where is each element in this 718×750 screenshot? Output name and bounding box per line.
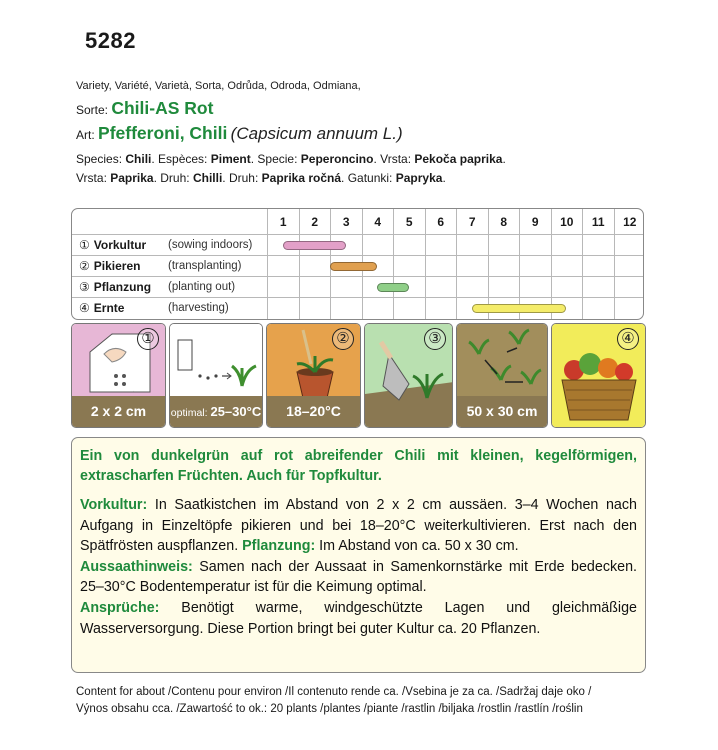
calendar-row-vorkultur xyxy=(72,235,644,256)
species-line-1 xyxy=(76,152,506,166)
row-number: ③ xyxy=(79,280,90,294)
species-label: . Druh: xyxy=(222,171,262,185)
calendar-cell xyxy=(582,256,614,277)
sorte-value: Chili-AS Rot xyxy=(111,98,214,118)
calendar-cell xyxy=(614,235,645,256)
step-panel-harvest xyxy=(551,323,646,428)
sorte-line xyxy=(76,98,213,119)
row-number: ② xyxy=(79,259,90,273)
row-title: Vorkultur xyxy=(93,238,147,252)
calendar-cell xyxy=(299,298,331,319)
calendar-cell xyxy=(425,235,457,256)
calendar-cell xyxy=(551,256,583,277)
calendar-row-label xyxy=(72,298,267,319)
month-header-3: 3 xyxy=(330,209,362,235)
step-number: ① xyxy=(137,328,159,350)
month-header-5: 5 xyxy=(393,209,425,235)
vorkultur-text: In Saatkistchen im Abstand von 2 x 2 cm aussäen. 3–4 Wochen nach Aufgang in Einzeltöpfe pikieren und bei 18–20°C weiterkultivieren. Erst nach den Spätfrösten auspflanzen. xyxy=(80,497,637,555)
species-label: . xyxy=(442,171,446,185)
period-bar-ernte xyxy=(472,304,567,313)
calendar-cell xyxy=(299,277,331,298)
row-hint: (transplanting) xyxy=(168,260,242,272)
calendar-row-ernte xyxy=(72,298,644,319)
period-bar-pikieren xyxy=(330,262,377,271)
month-header-6: 6 xyxy=(425,209,457,235)
calendar-cell xyxy=(614,298,645,319)
month-header-11: 11 xyxy=(582,209,614,235)
species-label: . Specie: xyxy=(250,152,301,166)
pflanzung-text: Im Abstand von ca. 50 x 30 cm. xyxy=(315,538,519,555)
calendar-cell xyxy=(488,256,520,277)
period-bar-vorkultur xyxy=(283,241,346,250)
species-value: Paprika ročná xyxy=(261,171,342,185)
calendar-cell xyxy=(456,256,488,277)
art-latin: (Capsicum annuum L.) xyxy=(230,124,403,143)
month-header-4: 4 xyxy=(362,209,394,235)
species-label: Species: xyxy=(76,152,126,166)
species-label: Vrsta: xyxy=(76,171,111,185)
seedling-icon xyxy=(170,324,263,398)
month-header-2: 2 xyxy=(299,209,331,235)
calendar-cell xyxy=(614,256,645,277)
step-caption-prefix: optimal: xyxy=(170,407,211,419)
calendar-cell xyxy=(519,235,551,256)
art-line xyxy=(76,123,403,144)
species-label: . Vrsta: xyxy=(373,152,415,166)
step-caption: 18–20°C xyxy=(267,396,360,427)
sowing-calendar xyxy=(71,208,644,320)
panel-illustration xyxy=(170,324,262,398)
art-label: Art: xyxy=(76,128,95,142)
aussaathinweis-text: Samen nach der Aussaat in Samenkornstärke mit Erde bedecken. 25–30°C Bodentemperatur ist für die Keimung optimal. xyxy=(80,558,637,596)
cultivation-description xyxy=(71,437,646,673)
calendar-cell xyxy=(299,256,331,277)
calendar-cell xyxy=(551,235,583,256)
calendar-cell xyxy=(267,277,299,298)
calendar-header-row xyxy=(72,209,644,235)
row-title: Ernte xyxy=(93,301,125,315)
step-caption-value: 25–30°C xyxy=(210,404,262,419)
calendar-cell xyxy=(267,298,299,319)
species-value: Piment xyxy=(210,152,251,166)
description-body xyxy=(80,495,637,639)
step-caption xyxy=(170,396,262,427)
calendar-cell xyxy=(393,256,425,277)
row-hint: (planting out) xyxy=(168,281,236,293)
month-header-12: 12 xyxy=(614,209,645,235)
calendar-cell xyxy=(425,298,457,319)
calendar-row-label xyxy=(72,277,267,298)
calendar-cell xyxy=(488,235,520,256)
row-title: Pikieren xyxy=(93,259,141,273)
calendar-cell xyxy=(456,235,488,256)
sorte-label: Sorte: xyxy=(76,103,109,117)
calendar-cell xyxy=(330,298,362,319)
content-amount-line-1: Content for about /Contenu pour environ /Il contenuto rende ca. /Vsebina je za ca. /Sadržaj daje oko / xyxy=(76,686,592,698)
row-number: ④ xyxy=(79,301,90,315)
calendar-cell xyxy=(425,277,457,298)
calendar-row-pflanzung xyxy=(72,277,644,298)
content-amount-line-2: Výnos obsahu cca. /Zawartość to ok.: 20 plants /plantes /piante /rastlin /biljaka /rostlin /rastlín /roślin xyxy=(76,703,583,715)
step-panel-planting xyxy=(364,323,453,428)
calendar-cell xyxy=(582,277,614,298)
calendar-row-label xyxy=(72,235,267,256)
step-panel-spacing xyxy=(456,323,548,428)
species-label: . Espèces: xyxy=(151,152,211,166)
variety-languages: Variety, Variété, Varietà, Sorta, Odrůda, Odroda, Odmiana, xyxy=(76,80,361,92)
calendar-cell xyxy=(330,277,362,298)
vorkultur-heading: Vorkultur: xyxy=(80,497,148,513)
article-number: 5282 xyxy=(85,28,136,53)
step-number: ② xyxy=(332,328,354,350)
art-value: Pfefferoni, Chili xyxy=(98,123,228,143)
period-bar-pflanzung xyxy=(377,283,409,292)
calendar-cell xyxy=(582,235,614,256)
species-line-2 xyxy=(76,171,446,185)
panel-illustration xyxy=(457,324,547,398)
description-intro: Ein von dunkelgrün auf rot abreifender Chili mit kleinen, kegelförmigen, extrascharfen Früchten. Auch für Topfkultur. xyxy=(80,448,637,484)
pflanzung-heading: Pflanzung: xyxy=(242,538,316,555)
row-title: Pflanzung xyxy=(93,280,152,294)
plant-spacing-icon xyxy=(457,324,548,398)
row-number: ① xyxy=(79,238,90,252)
step-caption: 2 x 2 cm xyxy=(72,396,165,427)
calendar-cell xyxy=(488,277,520,298)
month-header-8: 8 xyxy=(488,209,520,235)
month-header-1: 1 xyxy=(267,209,299,235)
ansprueche-heading: Ansprüche: xyxy=(80,599,160,616)
row-hint: (harvesting) xyxy=(168,302,229,314)
calendar-row-label xyxy=(72,256,267,277)
month-header-9: 9 xyxy=(519,209,551,235)
calendar-cell xyxy=(519,256,551,277)
calendar-cell xyxy=(393,298,425,319)
calendar-cell xyxy=(614,277,645,298)
calendar-cell xyxy=(362,298,394,319)
species-value: Papryka xyxy=(395,171,443,185)
calendar-cell xyxy=(425,256,457,277)
step-panel-sowing xyxy=(71,323,166,428)
species-value: Pekoča paprika xyxy=(414,152,503,166)
step-number: ④ xyxy=(617,328,639,350)
calendar-cell xyxy=(267,256,299,277)
species-value: Paprika xyxy=(110,171,154,185)
ansprueche-text: Benötigt warme, windgeschützte Lagen und gleichmäßige Wasserversorgung. Diese Portion bringt bei guter Kultur ca. 20 Pflanzen. xyxy=(80,599,637,637)
species-value: Chili xyxy=(125,152,152,166)
calendar-row-pikieren xyxy=(72,256,644,277)
calendar-cell xyxy=(582,298,614,319)
row-hint: (sowing indoors) xyxy=(168,239,253,251)
species-label: . Gatunki: xyxy=(341,171,396,185)
aussaathinweis-heading: Aussaathinweis: xyxy=(80,558,193,575)
calendar-cell xyxy=(393,235,425,256)
step-caption: 50 x 30 cm xyxy=(457,396,547,427)
calendar-cell xyxy=(456,277,488,298)
species-value: Chilli xyxy=(192,171,223,185)
month-header-7: 7 xyxy=(456,209,488,235)
step-panel-germination xyxy=(169,323,263,428)
step-panel-transplanting xyxy=(266,323,361,428)
calendar-cell xyxy=(519,277,551,298)
calendar-cell xyxy=(551,277,583,298)
species-value: Peperoncino xyxy=(300,152,374,166)
species-label: . Druh: xyxy=(153,171,193,185)
month-header-10: 10 xyxy=(551,209,583,235)
step-number: ③ xyxy=(424,328,446,350)
calendar-cell xyxy=(362,235,394,256)
species-label: . xyxy=(502,152,506,166)
